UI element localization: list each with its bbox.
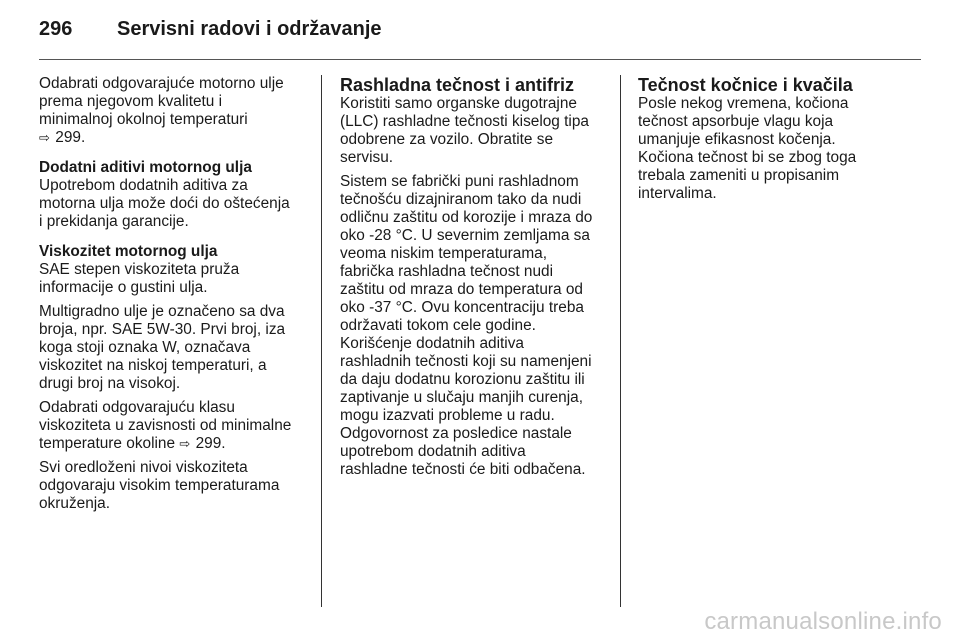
header-rule <box>39 59 921 60</box>
column-engine-oil <box>39 75 309 513</box>
page-number: 296 <box>39 18 73 40</box>
intro-paragraph: Odabrati odgovarajuće motorno ulje prema njegovom kvalitetu i minimalnoj okolnoj temperaturi ⇨ 299. <box>39 75 284 146</box>
column-divider <box>620 75 621 607</box>
page-reference-arrow-icon: ⇨ <box>39 130 50 145</box>
additives-heading: Dodatni aditivi motornog ulja <box>39 159 252 176</box>
brake-fluid-heading: Tečnost kočnice i kvačila <box>638 75 853 95</box>
column-divider <box>321 75 322 607</box>
viscosity-paragraph-4: Svi oredloženi nivoi viskoziteta odgovaraju visokim temperaturama okruženja. <box>39 459 280 512</box>
page-reference[interactable]: 299. <box>195 435 226 452</box>
viscosity-heading: Viskozitet motornog ulja <box>39 243 218 260</box>
additives-paragraph: Upotrebom dodatnih aditiva za motorna ulja može doći do oštećenja i prekidanja garancije. <box>39 177 290 230</box>
coolant-paragraph-1: Koristiti samo organske dugotrajne (LLC) rashladne tečnosti kiselog tipa odobrene za vozilo. Obratite se servisu. <box>340 95 589 166</box>
brake-fluid-paragraph: Posle nekog vremena, kočiona tečnost apsorbuje vlagu koja umanjuje efikasnost kočenja. Kočiona tečnost bi se zbog toga trebala zameniti u propisanim intervalima. <box>638 95 857 202</box>
viscosity-paragraph-3: Odabrati odgovarajuću klasu viskoziteta u zavisnosti od minimalne temperature okoline ⇨ 299. <box>39 399 292 452</box>
column-coolant <box>340 75 608 479</box>
viscosity-paragraph-1: SAE stepen viskoziteta pruža informacije o gustini ulja. <box>39 261 240 296</box>
coolant-paragraph-2: Sistem se fabrički puni rashladnom tečnošću dizajniranom tako da nudi odličnu zaštitu od korozije i mraza do oko -28 °C. U severnim zemljama sa veoma niskim temperaturama, fabrička rashladna tečnost nudi zaštitu od mraza do temperatura od oko -37 °C. Ovu koncentraciju treba održavati tokom cele godine. Korišćenje dodatnih aditiva rashladnih tečnosti koji su namenjeni da daju dodatnu korozionu zaštitu ili zaptivanje u slučaju manjih curenja, mogu izazvati probleme u radu. Odgovornost za posledice nastale upotrebom dodatnih aditiva rashladne tečnosti će biti odbačena. <box>340 173 593 478</box>
page-reference-arrow-icon: ⇨ <box>179 436 191 451</box>
coolant-heading: Rashladna tečnost i antifriz <box>340 75 575 95</box>
watermark: carmanualsonline.info <box>704 608 942 635</box>
viscosity-paragraph-2: Multigradno ulje je označeno sa dva broja, npr. SAE 5W-30. Prvi broj, iza koga stoji oznaka W, označava viskozitet na niskoj temperaturi, a drugi broj na visokoj. <box>39 303 286 392</box>
page-header <box>39 18 382 48</box>
page-title: Servisni radovi i održavanje <box>117 18 382 40</box>
page-reference[interactable]: 299. <box>55 129 86 146</box>
column-brake-fluid <box>638 75 920 203</box>
